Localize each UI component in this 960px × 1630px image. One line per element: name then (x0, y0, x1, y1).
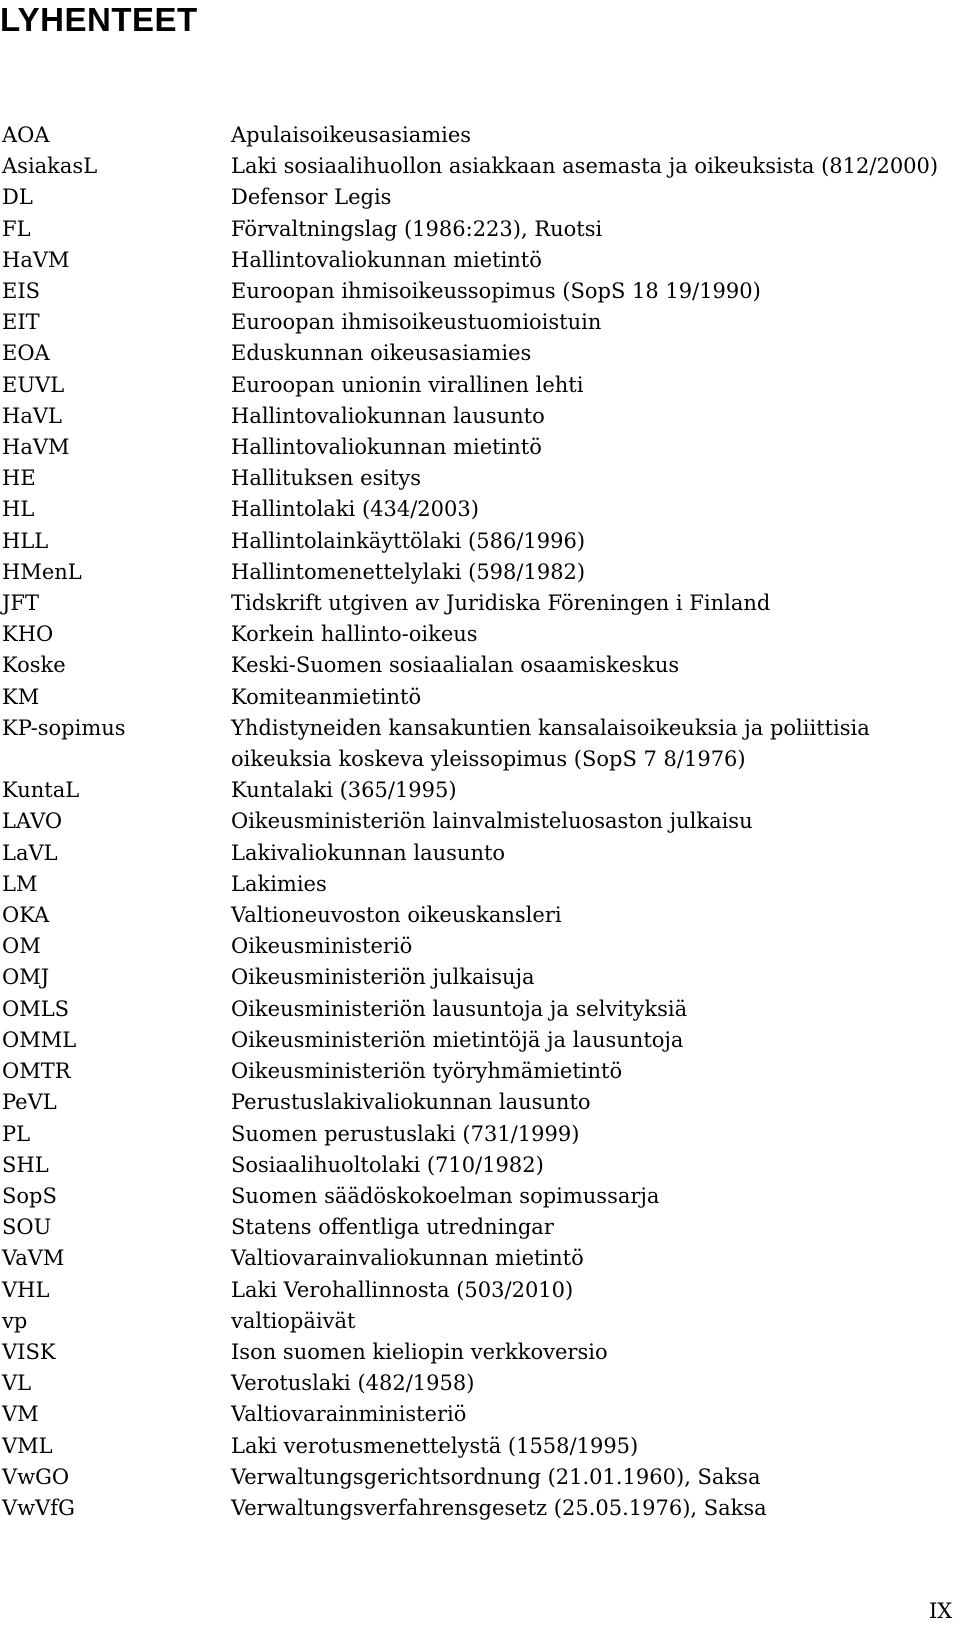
abbreviation-entry (2, 962, 942, 993)
abbreviation: VHL (2, 1277, 50, 1302)
abbreviation: EUVL (2, 372, 65, 397)
abbreviation-definition: Eduskunnan oikeusasiamies (231, 341, 532, 366)
abbreviation: JFT (2, 591, 39, 616)
abbreviation-definition: Oikeusministeriön mietintöjä ja lausuntoja (231, 1027, 684, 1052)
abbreviation-entry (2, 1275, 942, 1306)
abbreviation-definition: Komiteanmietintö (231, 684, 422, 709)
abbreviation-entry (2, 245, 942, 276)
abbreviation: EOA (2, 341, 50, 366)
abbreviation: AsiakasL (2, 154, 98, 179)
abbreviation: HaVM (2, 247, 70, 272)
abbreviation-definition: Hallintolainkäyttölaki (586/1996) (231, 528, 586, 553)
abbreviation-definition: Perustuslakivaliokunnan lausunto (231, 1090, 591, 1115)
abbreviation-definition: Verotuslaki (482/1958) (231, 1371, 475, 1396)
abbreviation-entry (2, 182, 942, 213)
abbreviation: OMTR (2, 1059, 71, 1084)
abbreviation: VaVM (2, 1246, 65, 1271)
abbreviation-entry (2, 1025, 942, 1056)
abbreviation: KP-sopimus (2, 715, 126, 740)
abbreviation: AOA (2, 123, 50, 147)
abbreviation-entry (2, 713, 942, 775)
abbreviation: PeVL (2, 1090, 57, 1115)
abbreviation: SHL (2, 1152, 49, 1177)
abbreviation: OMJ (2, 965, 50, 990)
abbreviation: VM (2, 1402, 39, 1427)
abbreviation-definition: Verwaltungsgerichtsordnung (21.01.1960), Saksa (231, 1464, 761, 1489)
abbreviation-definition: Laki Verohallinnosta (503/2010) (231, 1277, 574, 1302)
abbreviation-definition: Hallintomenettelylaki (598/1982) (231, 559, 586, 584)
abbreviation: OM (2, 934, 41, 959)
abbreviation-entry (2, 276, 942, 307)
abbreviation-entry (2, 1431, 942, 1462)
abbreviation-definition: Tidskrift utgiven av Juridiska Föreningen i Finland (231, 591, 771, 616)
abbreviation: SopS (2, 1183, 57, 1208)
abbreviation-definition: Verwaltungsverfahrensgesetz (25.05.1976), Saksa (231, 1495, 767, 1520)
abbreviation: LaVL (2, 840, 58, 865)
abbreviation-entry (2, 931, 942, 962)
abbreviation-entry (2, 526, 942, 557)
abbreviation: SOU (2, 1215, 52, 1240)
abbreviation-definition: Oikeusministeriön työryhmämietintö (231, 1059, 623, 1084)
abbreviation-definition: Hallintovaliokunnan mietintö (231, 247, 542, 272)
page-title: LYHENTEET (0, 1, 198, 38)
abbreviation-definition: Euroopan ihmisoikeussopimus (SopS 18 19/1990) (231, 279, 761, 304)
abbreviation-definition: Hallintovaliokunnan lausunto (231, 403, 545, 428)
abbreviation-entry (2, 432, 942, 463)
abbreviation-definition: Korkein hallinto-oikeus (231, 622, 478, 647)
abbreviation: LAVO (2, 809, 63, 834)
abbreviation-definition: Oikeusministeriön lausuntoja ja selvityksiä (231, 996, 688, 1021)
abbreviation-entry (2, 1243, 942, 1274)
abbreviation: KHO (2, 622, 54, 647)
abbreviation-list (2, 120, 942, 1524)
abbreviation: HL (2, 497, 35, 522)
abbreviation: EIT (2, 310, 40, 335)
abbreviation-entry (2, 151, 942, 182)
abbreviation-definition: Yhdistyneiden kansakuntien kansalaisoikeuksia ja poliittisia oikeuksia koskeva yleissopimus (SopS 7 8/1976) (231, 715, 870, 772)
abbreviation: EIS (2, 279, 41, 304)
abbreviation-definition: Oikeusministeriö (231, 934, 413, 959)
abbreviation-entry (2, 1056, 942, 1087)
abbreviation-definition: Suomen perustuslaki (731/1999) (231, 1121, 580, 1146)
abbreviation-entry (2, 1306, 942, 1337)
abbreviation: PL (2, 1121, 31, 1146)
abbreviation: OKA (2, 903, 50, 928)
abbreviation: VL (2, 1371, 32, 1396)
abbreviation-entry (2, 775, 942, 806)
abbreviation-entry (2, 1399, 942, 1430)
abbreviation: VISK (2, 1339, 56, 1364)
abbreviation-definition: Kuntalaki (365/1995) (231, 778, 457, 803)
abbreviation: KuntaL (2, 778, 80, 803)
abbreviation-definition: Valtiovarainministeriö (231, 1402, 467, 1427)
abbreviation-definition: Hallituksen esitys (231, 466, 422, 491)
abbreviation-entry (2, 1087, 942, 1118)
abbreviation-entry (2, 1462, 942, 1493)
abbreviation-definition: Apulaisoikeusasiamies (231, 123, 472, 147)
abbreviation-entry (2, 120, 942, 151)
abbreviation-entry (2, 682, 942, 713)
abbreviation-definition: Euroopan unionin virallinen lehti (231, 372, 584, 397)
abbreviation: VwVfG (2, 1495, 75, 1520)
abbreviation-definition: Oikeusministeriön lainvalmisteluosaston julkaisu (231, 809, 753, 834)
abbreviation-definition: Valtioneuvoston oikeuskansleri (231, 903, 562, 928)
abbreviation-definition: Defensor Legis (231, 185, 392, 210)
abbreviation-entry (2, 806, 942, 837)
abbreviation-entry (2, 1493, 942, 1524)
abbreviation-entry (2, 1119, 942, 1150)
abbreviation-entry (2, 1368, 942, 1399)
abbreviation-definition: Lakimies (231, 871, 327, 896)
abbreviation-definition: Lakivaliokunnan lausunto (231, 840, 506, 865)
abbreviation-entry (2, 588, 942, 619)
abbreviation: HaVL (2, 403, 62, 428)
abbreviation-definition: Laki verotusmenettelystä (1558/1995) (231, 1433, 639, 1458)
abbreviation-entry (2, 494, 942, 525)
abbreviation: VML (2, 1433, 53, 1458)
abbreviation-definition: Laki sosiaalihuollon asiakkaan asemasta ja oikeuksista (812/2000) (231, 154, 939, 179)
abbreviation-definition: Valtiovarainvaliokunnan mietintö (231, 1246, 584, 1271)
abbreviation-entry (2, 557, 942, 588)
abbreviation: Koske (2, 653, 66, 678)
abbreviation: DL (2, 185, 33, 210)
abbreviation: HE (2, 466, 36, 491)
abbreviation: vp (2, 1308, 28, 1333)
abbreviation: LM (2, 871, 38, 896)
abbreviation-entry (2, 838, 942, 869)
abbreviation: OMLS (2, 996, 70, 1021)
abbreviation-entry (2, 338, 942, 369)
abbreviation-definition: Euroopan ihmisoikeustuomioistuin (231, 310, 602, 335)
abbreviation-entry (2, 307, 942, 338)
abbreviation-entry (2, 869, 942, 900)
abbreviation-definition: Oikeusministeriön julkaisuja (231, 965, 535, 990)
page-number: IX (929, 1599, 953, 1623)
abbreviation-entry (2, 370, 942, 401)
abbreviation-entry (2, 994, 942, 1025)
abbreviation-definition: Hallintolaki (434/2003) (231, 497, 479, 522)
abbreviation-definition: Statens offentliga utredningar (231, 1215, 554, 1240)
abbreviation-entry (2, 1212, 942, 1243)
abbreviation-definition: Hallintovaliokunnan mietintö (231, 435, 542, 460)
abbreviation: OMML (2, 1027, 77, 1052)
abbreviation-entry (2, 214, 942, 245)
abbreviation-definition: Keski-Suomen sosiaalialan osaamiskeskus (231, 653, 680, 678)
abbreviation: FL (2, 216, 31, 241)
abbreviation: HLL (2, 528, 49, 553)
abbreviation: VwGO (2, 1464, 70, 1489)
abbreviation-entry (2, 1337, 942, 1368)
abbreviation-entry (2, 401, 942, 432)
abbreviation-definition: valtiopäivät (231, 1308, 356, 1333)
abbreviation-entry (2, 619, 942, 650)
abbreviation-definition: Suomen säädöskokoelman sopimussarja (231, 1183, 660, 1208)
abbreviation-definition: Sosiaalihuoltolaki (710/1982) (231, 1152, 544, 1177)
abbreviation: HMenL (2, 559, 82, 584)
abbreviation-entry (2, 463, 942, 494)
abbreviation-entry (2, 1150, 942, 1181)
abbreviation-definition: Förvaltningslag (1986:223), Ruotsi (231, 216, 603, 241)
abbreviation-entry (2, 900, 942, 931)
abbreviation-entry (2, 650, 942, 681)
abbreviation-definition: Ison suomen kieliopin verkkoversio (231, 1339, 608, 1364)
abbreviation-entry (2, 1181, 942, 1212)
abbreviation: HaVM (2, 435, 70, 460)
abbreviation: KM (2, 684, 40, 709)
